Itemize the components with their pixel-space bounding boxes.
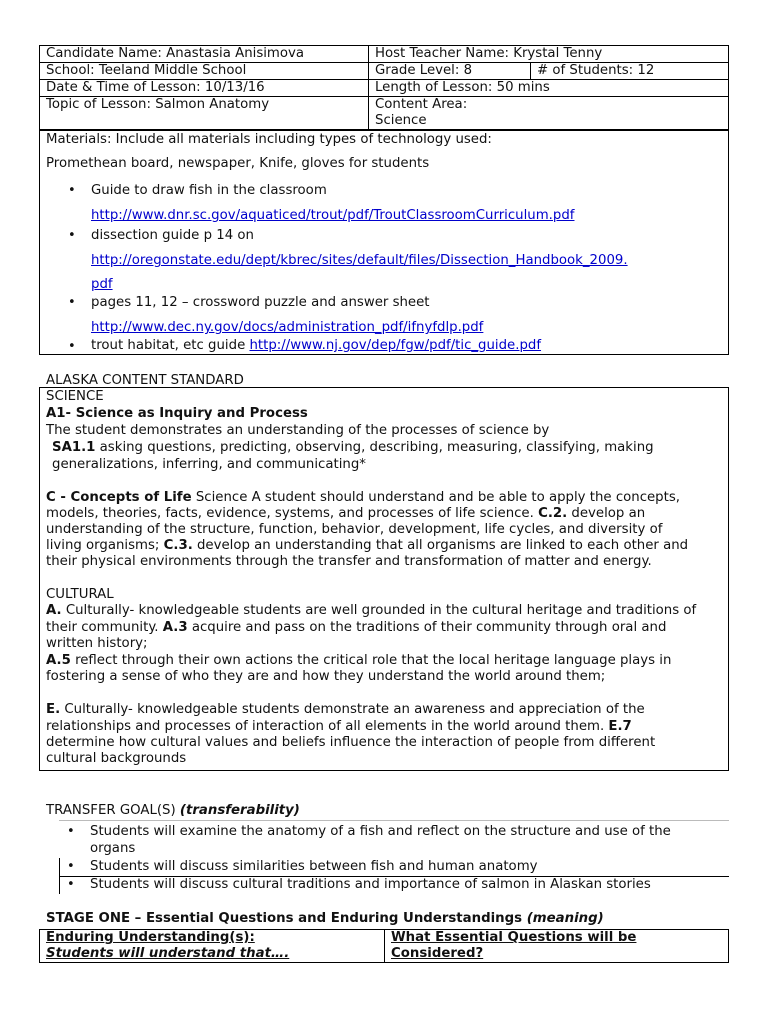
materials-list: Promethean board, newspaper, Knife, gloves for students <box>46 156 430 171</box>
transfer-title-text: TRANSFER GOAL(S) <box>46 803 180 818</box>
school-name: School: Teeland Middle School <box>40 63 369 80</box>
c3-code: C.3. <box>163 538 193 553</box>
sa11-line <box>52 440 654 456</box>
e-text: Culturally- knowledgeable students demonstrate an awareness and appreciation of the <box>60 702 645 717</box>
goal-text: Students will discuss similarities between fish and human anatomy <box>90 859 538 874</box>
content-area-value: Science <box>375 113 427 128</box>
c-text: models, theories, facts, evidence, systems, and processes of life science. <box>46 506 539 521</box>
c-line-1 <box>46 490 680 506</box>
eq-label: What Essential Questions will be <box>391 930 637 945</box>
lesson-date: Date & Time of Lesson: 10/13/16 <box>40 80 369 97</box>
standards-box <box>39 387 729 771</box>
science-heading: SCIENCE <box>46 389 104 404</box>
c-text: Science A student should understand and be able to apply the concepts, <box>191 490 680 505</box>
bullet-icon: • <box>67 877 75 892</box>
eu-sublabel: Students will understand that…. <box>46 946 290 961</box>
material-item-link[interactable]: http://oregonstate.edu/dept/kbrec/sites/default/files/Dissection_Handbook_2009. <box>91 253 628 268</box>
a-text: their community. <box>46 620 163 635</box>
sa11-text-2: generalizations, inferring, and communicating* <box>52 457 366 472</box>
sa11-code: SA1.1 <box>52 440 96 455</box>
e-code: E. <box>46 702 61 717</box>
student-count: # of Students: 12 <box>531 63 729 80</box>
a1-heading: A1- Science as Inquiry and Process <box>46 406 308 421</box>
bullet-icon: • <box>68 228 76 243</box>
divider <box>59 820 729 821</box>
lesson-length: Length of Lesson: 50 mins <box>369 80 729 97</box>
standard-title: ALASKA CONTENT STANDARD <box>46 373 244 388</box>
stage-one-title-italic: (meaning) <box>526 911 604 926</box>
goal-text: organs <box>90 841 136 856</box>
material-item-text: dissection guide p 14 on <box>91 228 254 243</box>
materials-box <box>39 130 729 355</box>
a-line-1 <box>46 603 696 619</box>
goal-text: Students will discuss cultural traditions and importance of salmon in Alaskan stories <box>90 877 651 892</box>
candidate-name: Candidate Name: Anastasia Anisimova <box>40 46 369 63</box>
a3-code: A.3 <box>162 620 188 635</box>
c2-code: C.2. <box>538 506 568 521</box>
e-text: relationships and processes of interaction of all elements in the world around them. <box>46 719 609 734</box>
c-line-3: understanding of the structure, function, behavior, development, life cycles, and diversity of <box>46 522 663 537</box>
material-item-link-continued[interactable]: pdf <box>91 277 113 292</box>
goal-text: Students will examine the anatomy of a fish and reflect on the structure and use of the <box>90 824 671 839</box>
material-item-text: pages 11, 12 – crossword puzzle and answer sheet <box>91 295 430 310</box>
e-line-4: cultural backgrounds <box>46 751 187 766</box>
c-line-4 <box>46 538 688 554</box>
transfer-title <box>46 803 300 819</box>
bullet-icon: • <box>68 183 76 198</box>
bullet-icon: • <box>67 859 75 874</box>
stage-one-table <box>39 929 729 963</box>
eu-label: Enduring Understanding(s): <box>46 930 255 945</box>
a-line-2 <box>46 620 666 636</box>
essential-questions-header <box>385 930 729 963</box>
a5-text: reflect through their own actions the critical role that the local heritage language plays in <box>70 653 672 668</box>
a-code: A. <box>46 603 62 618</box>
c-text: living organisms; <box>46 538 164 553</box>
bullet-icon: • <box>68 295 76 310</box>
bullet-icon: • <box>68 339 76 354</box>
e7-code: E.7 <box>608 719 632 734</box>
sa11-text: asking questions, predicting, observing, describing, measuring, classifying, making <box>95 440 654 455</box>
material-item-text: trout habitat, etc guide <box>91 338 250 353</box>
enduring-understanding-header <box>40 930 385 963</box>
e-line-2 <box>46 719 632 735</box>
bullet-icon: • <box>67 824 75 839</box>
content-area-label: Content Area: <box>375 97 468 112</box>
c-line-5: their physical environments through the transfer and transformation of matter and energy. <box>46 554 652 569</box>
a1-text: The student demonstrates an understanding of the processes of science by <box>46 423 550 438</box>
stage-one-title <box>46 911 604 927</box>
host-teacher-name: Host Teacher Name: Krystal Tenny <box>369 46 729 63</box>
eq-label-2: Considered? <box>391 946 484 961</box>
cultural-heading: CULTURAL <box>46 587 114 602</box>
stage-one-title-text: STAGE ONE – Essential Questions and Enduring Understandings <box>46 911 527 926</box>
a-text: Culturally- knowledgeable students are well grounded in the cultural heritage and traditions of <box>61 603 697 618</box>
materials-heading: Materials: Include all materials including types of technology used: <box>46 132 492 147</box>
material-item-text: Guide to draw fish in the classroom <box>91 183 327 198</box>
a-line-3: written history; <box>46 636 148 651</box>
material-item-link[interactable]: http://www.nj.gov/dep/fgw/pdf/tic_guide.pdf <box>249 338 542 353</box>
c-line-2 <box>46 506 645 522</box>
e-line-3: determine how cultural values and beliefs influence the interaction of people from different <box>46 735 656 750</box>
lesson-header-table <box>39 45 729 130</box>
c-heading: C - Concepts of Life <box>46 490 192 505</box>
material-item <box>91 338 541 354</box>
grade-level: Grade Level: 8 <box>369 63 531 80</box>
a5-code: A.5 <box>46 653 71 668</box>
content-area <box>369 97 729 130</box>
transfer-title-italic: (transferability) <box>179 803 300 818</box>
a5-line-2: fostering a sense of who they are and how they understand the world around them; <box>46 669 606 684</box>
c-text: develop an understanding that all organisms are linked to each other and <box>192 538 689 553</box>
a-text: acquire and pass on the traditions of their community through oral and <box>187 620 667 635</box>
material-item-link[interactable]: http://www.dnr.sc.gov/aquaticed/trout/pdf/TroutClassroomCurriculum.pdf <box>91 208 575 223</box>
lesson-topic: Topic of Lesson: Salmon Anatomy <box>40 97 369 130</box>
material-item-link[interactable]: http://www.dec.ny.gov/docs/administration_pdf/ifnyfdlp.pdf <box>91 320 484 335</box>
a5-line-1 <box>46 653 671 669</box>
e-line-1 <box>46 702 645 718</box>
c-text: develop an <box>567 506 646 521</box>
